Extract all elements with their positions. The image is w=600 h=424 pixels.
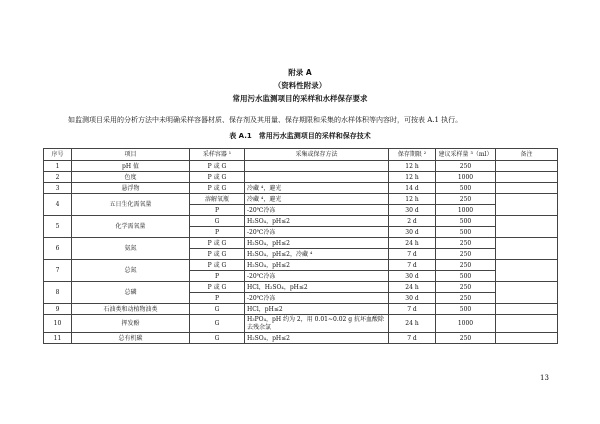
cell-method: H₂SO₄，pH≤2，冷藏 ⁴ [245, 249, 389, 260]
cell-volume: 500 [436, 271, 496, 282]
appendix-heading: 常用污水监测项目的采样和水样保存要求 [232, 94, 368, 103]
cell-item: 五日生化需氧量 [72, 194, 190, 216]
cell-period: 12 h [389, 161, 436, 172]
cell-remark [496, 238, 558, 260]
cell-no: 7 [44, 260, 72, 282]
cell-container: P 或 G [190, 183, 245, 194]
cell-method: H₂SO₄，pH≤2 [245, 333, 389, 344]
cell-container: G [190, 315, 245, 333]
cell-container: P [190, 271, 245, 282]
cell-remark [496, 172, 558, 183]
cell-method: -20℃冷冻 [245, 227, 389, 238]
cell-volume: 250 [436, 333, 496, 344]
cell-container: P 或 G [190, 172, 245, 183]
cell-no: 10 [44, 315, 72, 333]
cell-volume: 250 [436, 260, 496, 271]
cell-method: H₂SO₄，pH≤2 [245, 238, 389, 249]
cell-item: 总磷 [72, 282, 190, 304]
cell-container: G [190, 304, 245, 315]
sampling-table [43, 148, 558, 344]
cell-volume: 250 [436, 161, 496, 172]
cell-container: P [190, 205, 245, 216]
cell-period: 30 d [389, 227, 436, 238]
cell-remark [496, 333, 558, 344]
cell-no: 1 [44, 161, 72, 172]
cell-period: 24 h [389, 238, 436, 249]
cell-no: 5 [44, 216, 72, 238]
cell-volume: 250 [436, 293, 496, 304]
cell-period: 30 d [389, 271, 436, 282]
cell-volume: 1000 [436, 172, 496, 183]
cell-no: 2 [44, 172, 72, 183]
cell-remark [496, 260, 558, 282]
cell-method: H₃PO₄，pH 约为 2，用 0.01~0.02 g 抗坏血酸除去残余氯 [245, 315, 389, 333]
header-no: 序号 [44, 149, 72, 161]
appendix-type: （资料性附录） [273, 81, 327, 90]
cell-period: 2 d [389, 216, 436, 227]
header-volume: 建议采样量 ³（ml） [436, 149, 496, 161]
cell-remark [496, 183, 558, 194]
cell-item: 色度 [72, 172, 190, 183]
cell-method: 冷藏 ⁴，避光 [245, 194, 389, 205]
cell-no: 11 [44, 333, 72, 344]
header-method: 采集或保存方法 [245, 149, 389, 161]
cell-remark [496, 161, 558, 172]
cell-no: 8 [44, 282, 72, 304]
table-row [44, 216, 558, 227]
cell-container: G [190, 216, 245, 227]
cell-item: pH 值 [72, 161, 190, 172]
cell-method [245, 161, 389, 172]
cell-volume: 500 [436, 227, 496, 238]
cell-method [245, 172, 389, 183]
cell-container: P [190, 293, 245, 304]
cell-volume: 250 [436, 249, 496, 260]
cell-volume: 500 [436, 304, 496, 315]
cell-remark [496, 282, 558, 304]
header-remark: 备注 [496, 149, 558, 161]
table-row [44, 172, 558, 183]
table-row [44, 194, 558, 205]
table-caption: 表 A.1 常用污水监测项目的采样和保存技术 [229, 132, 371, 140]
cell-method: H₂SO₄，pH≤2 [245, 260, 389, 271]
cell-period: 7 d [389, 333, 436, 344]
table-row [44, 333, 558, 344]
table-row [44, 161, 558, 172]
cell-remark [496, 194, 558, 216]
cell-item: 总有机碳 [72, 333, 190, 344]
cell-period: 7 d [389, 304, 436, 315]
cell-period: 30 d [389, 205, 436, 216]
cell-volume: 500 [436, 216, 496, 227]
cell-period: 30 d [389, 293, 436, 304]
cell-period: 12 h [389, 194, 436, 205]
header-container: 采样容器 ¹ [190, 149, 245, 161]
cell-method: -20℃冷冻 [245, 271, 389, 282]
cell-method: 冷藏 ⁴，避光 [245, 183, 389, 194]
page-number: 13 [540, 374, 549, 382]
cell-container: P [190, 227, 245, 238]
cell-no: 6 [44, 238, 72, 260]
cell-remark [496, 216, 558, 238]
table-row [44, 315, 558, 333]
cell-volume: 250 [436, 238, 496, 249]
cell-remark [496, 304, 558, 315]
cell-period: 7 d [389, 249, 436, 260]
cell-volume: 1000 [436, 315, 496, 333]
cell-container: P 或 G [190, 249, 245, 260]
table-row [44, 282, 558, 293]
header-period: 保存期限 ² [389, 149, 436, 161]
cell-method: -20℃冷冻 [245, 293, 389, 304]
cell-container: P 或 G [190, 238, 245, 249]
cell-volume: 500 [436, 183, 496, 194]
cell-method: H₂SO₄，pH≤2 [245, 216, 389, 227]
cell-period: 14 d [389, 183, 436, 194]
table-row [44, 238, 558, 249]
cell-container: 溶解氧瓶 [190, 194, 245, 205]
table-row [44, 260, 558, 271]
cell-item: 挥发酚 [72, 315, 190, 333]
header-item: 项目 [72, 149, 190, 161]
intro-paragraph: 如监测项目采用的分析方法中未明确采样容器材质、保存剂及其用量、保存期限和采集的水样体积等内容时，可按表 A.1 执行。 [68, 116, 463, 124]
cell-volume: 250 [436, 194, 496, 205]
cell-item: 化学需氧量 [72, 216, 190, 238]
cell-period: 12 h [389, 172, 436, 183]
cell-no: 9 [44, 304, 72, 315]
appendix-title: 附录 A [288, 68, 312, 77]
table-row [44, 304, 558, 315]
cell-volume: 1000 [436, 205, 496, 216]
cell-remark [496, 315, 558, 333]
table-row [44, 183, 558, 194]
cell-container: P 或 G [190, 260, 245, 271]
cell-item: 石油类和动植物油类 [72, 304, 190, 315]
cell-no: 4 [44, 194, 72, 216]
table-header-row [44, 149, 558, 161]
cell-period: 24 h [389, 315, 436, 333]
cell-method: HCl，pH≤2 [245, 304, 389, 315]
cell-no: 3 [44, 183, 72, 194]
cell-method: HCl，H₂SO₄，pH≤2 [245, 282, 389, 293]
cell-container: G [190, 333, 245, 344]
cell-period: 24 h [389, 282, 436, 293]
cell-item: 氨氮 [72, 238, 190, 260]
cell-container: P 或 G [190, 161, 245, 172]
cell-method: -20℃冷冻 [245, 205, 389, 216]
cell-item: 悬浮物 [72, 183, 190, 194]
cell-volume: 250 [436, 282, 496, 293]
cell-item: 总氮 [72, 260, 190, 282]
cell-period: 7 d [389, 260, 436, 271]
cell-container: P 或 G [190, 282, 245, 293]
